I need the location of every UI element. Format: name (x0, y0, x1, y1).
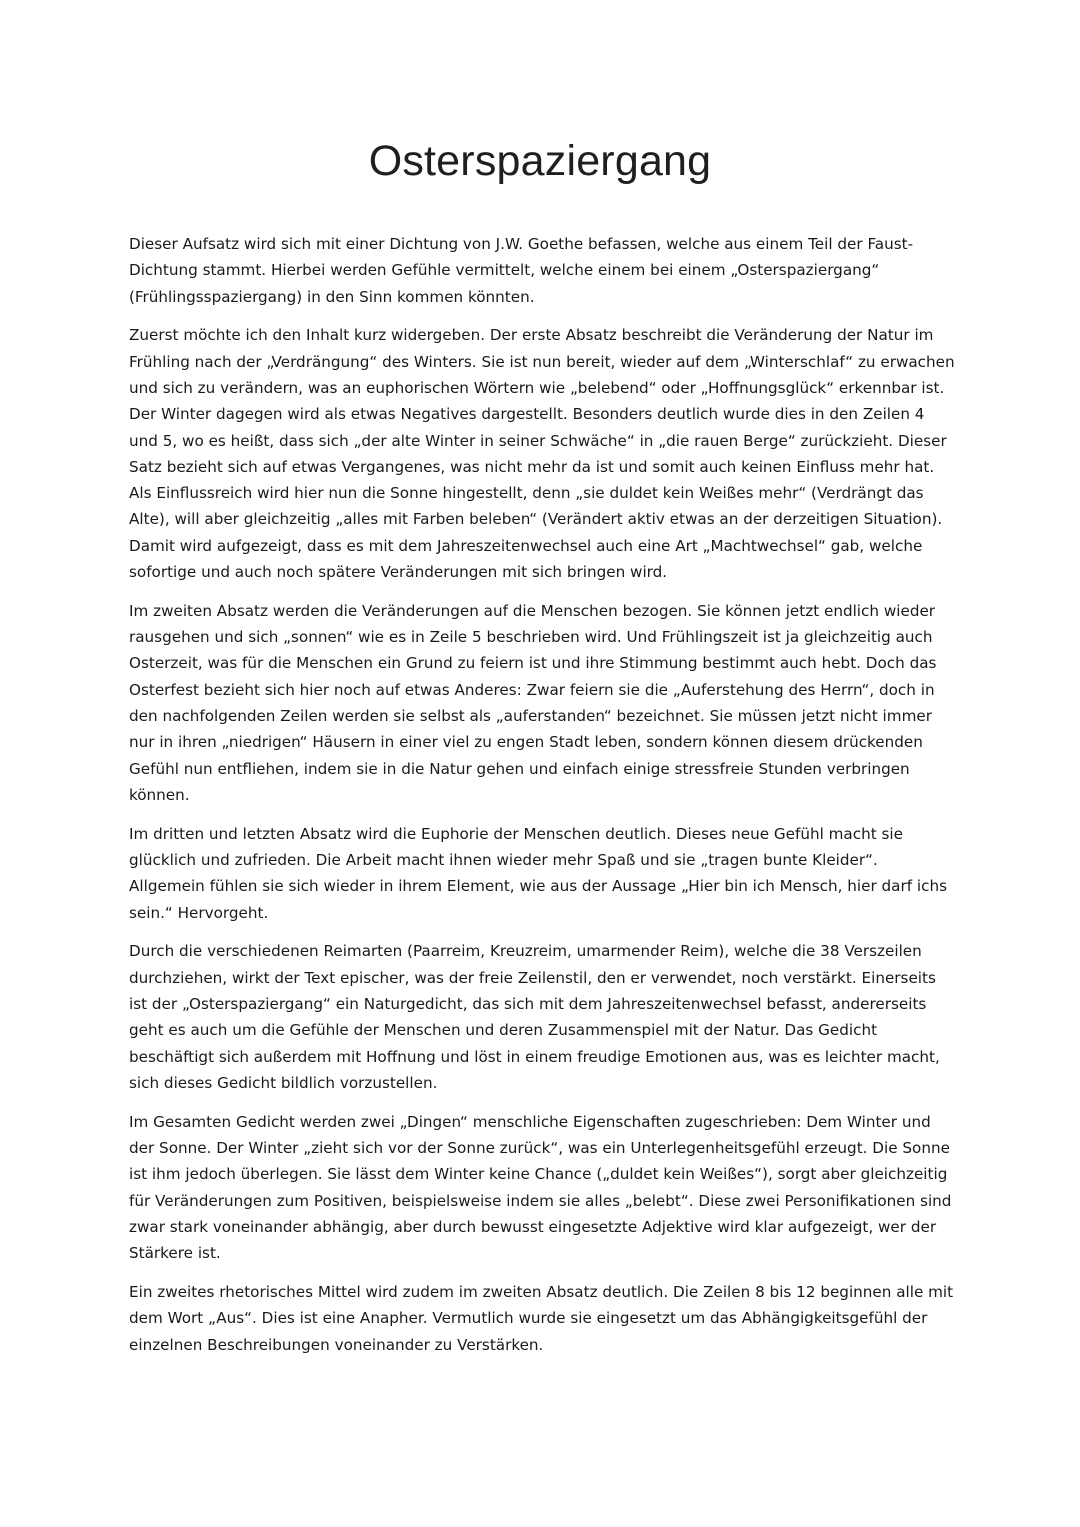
document-title: Osterspaziergang (368, 137, 712, 185)
paragraph-content-first-stanza: Zuerst möchte ich den Inhalt kurz widergeben. Der erste Absatz beschreibt die Veränderung der Natur im Frühling nach der „Verdrängung“ des Winters. Sie ist nun bereit, wieder auf dem „Winterschlaf“ zu erwachen und sich zu verändern, was an euphorischen Wörtern wie „belebend“ oder „Hoffnungsglück“ erkennbar ist. Der Winter dagegen wird als etwas Negatives dargestellt. Besonders deutlich wurde dies in den Zeilen 4 und 5, wo es heißt, dass sich „der alte Winter in seiner Schwäche“ in „die rauen Berge“ zurückzieht. Dieser Satz bezieht sich auf etwas Vergangenes, was nicht mehr da ist und somit auch keinen Einfluss mehr hat. Als Einflussreich wird hier nun die Sonne hingestellt, denn „sie duldet kein Weißes mehr“ (Verdrängt das Alte), will aber gleichzeitig „alles mit Farben beleben“ (Verändert aktiv etwas an der derzeitigen Situation). Damit wird aufgezeigt, dass es mit dem Jahreszeitenwechsel auch eine Art „Machtwechsel“ gab, welche sofortige und auch noch spätere Veränderungen mit sich bringen wird. (129, 326, 955, 582)
paragraph-form-analysis: Durch die verschiedenen Reimarten (Paarreim, Kreuzreim, umarmender Reim), welche die 38 Verszeilen durchziehen, wirkt der Text epischer, was der freie Zeilenstil, den er verwendet, noch verstärkt. Einerseits ist der „Osterspaziergang“ ein Naturgedicht, das sich mit dem Jahreszeitenwechsel befasst, andererseits geht es auch um die Gefühle der Menschen und deren Zusammenspiel mit der Natur. Das Gedicht beschäftigt sich außerdem mit Hoffnung und löst in einem freudige Emotionen aus, was es leichter macht, sich dieses Gedicht bildlich vorzustellen. (129, 942, 940, 1092)
document-body (129, 231, 955, 1370)
paragraph-intro: Dieser Aufsatz wird sich mit einer Dichtung von J.W. Goethe befassen, welche aus einem Teil der Faust-Dichtung stammt. Hierbei werden Gefühle vermittelt, welche einem bei einem „Osterspaziergang“ (Frühlingsspaziergang) in den Sinn kommen könnten. (129, 235, 914, 306)
paragraph-personification: Im Gesamten Gedicht werden zwei „Dingen“ menschliche Eigenschaften zugeschrieben: Dem Winter und der Sonne. Der Winter „zieht sich vor der Sonne zurück“, was ein Unterlegenheitsgefühl erzeugt. Die Sonne ist ihm jedoch überlegen. Sie lässt dem Winter keine Chance („duldet kein Weißes“), sorgt aber gleichzeitig für Veränderungen zum Positiven, beispielsweise indem sie alles „belebt“. Diese zwei Personifikationen sind zwar stark voneinander abhängig, aber durch bewusst eingesetzte Adjektive wird klar aufgezeigt, wer der Stärkere ist. (129, 1112, 952, 1263)
paragraph-content-third-stanza: Im dritten und letzten Absatz wird die Euphorie der Menschen deutlich. Dieses neue Gefühl macht sie glücklich und zufrieden. Die Arbeit macht ihnen wieder mehr Spaß und sie „tragen bunte Kleider“. Allgemein fühlen sie sich wieder in ihrem Element, wie aus der Aussage „Hier bin ich Mensch, hier darf ichs sein.“ Hervorgeht. (129, 824, 948, 922)
paragraph-content-second-stanza: Im zweiten Absatz werden die Veränderungen auf die Menschen bezogen. Sie können jetzt endlich wieder rausgehen und sich „sonnen“ wie es in Zeile 5 beschrieben wird. Und Frühlingszeit ist ja gleichzeitig auch Osterzeit, was für die Menschen ein Grund zu feiern ist und ihre Stimmung bestimmt auch hebt. Doch das Osterfest bezieht sich hier noch auf etwas Anderes: Zwar feiern sie die „Auferstehung des Herrn“, doch in den nachfolgenden Zeilen werden sie selbst als „auferstanden“ bezeichnet. Sie müssen jetzt nicht immer nur in ihren „niedrigen“ Häusern in einer viel zu engen Stadt leben, sondern können diesem drückenden Gefühl nun entfliehen, indem sie in die Natur gehen und einfach einige stressfreie Stunden verbringen können. (129, 601, 937, 804)
paragraph-anaphora: Ein zweites rhetorisches Mittel wird zudem im zweiten Absatz deutlich. Die Zeilen 8 bis 12 beginnen alle mit dem Wort „Aus“. Dies ist eine Anapher. Vermutlich wurde sie eingesetzt um das Abhängigkeitsgefühl der einzelnen Beschreibungen voneinander zu Verstärken. (129, 1282, 954, 1354)
